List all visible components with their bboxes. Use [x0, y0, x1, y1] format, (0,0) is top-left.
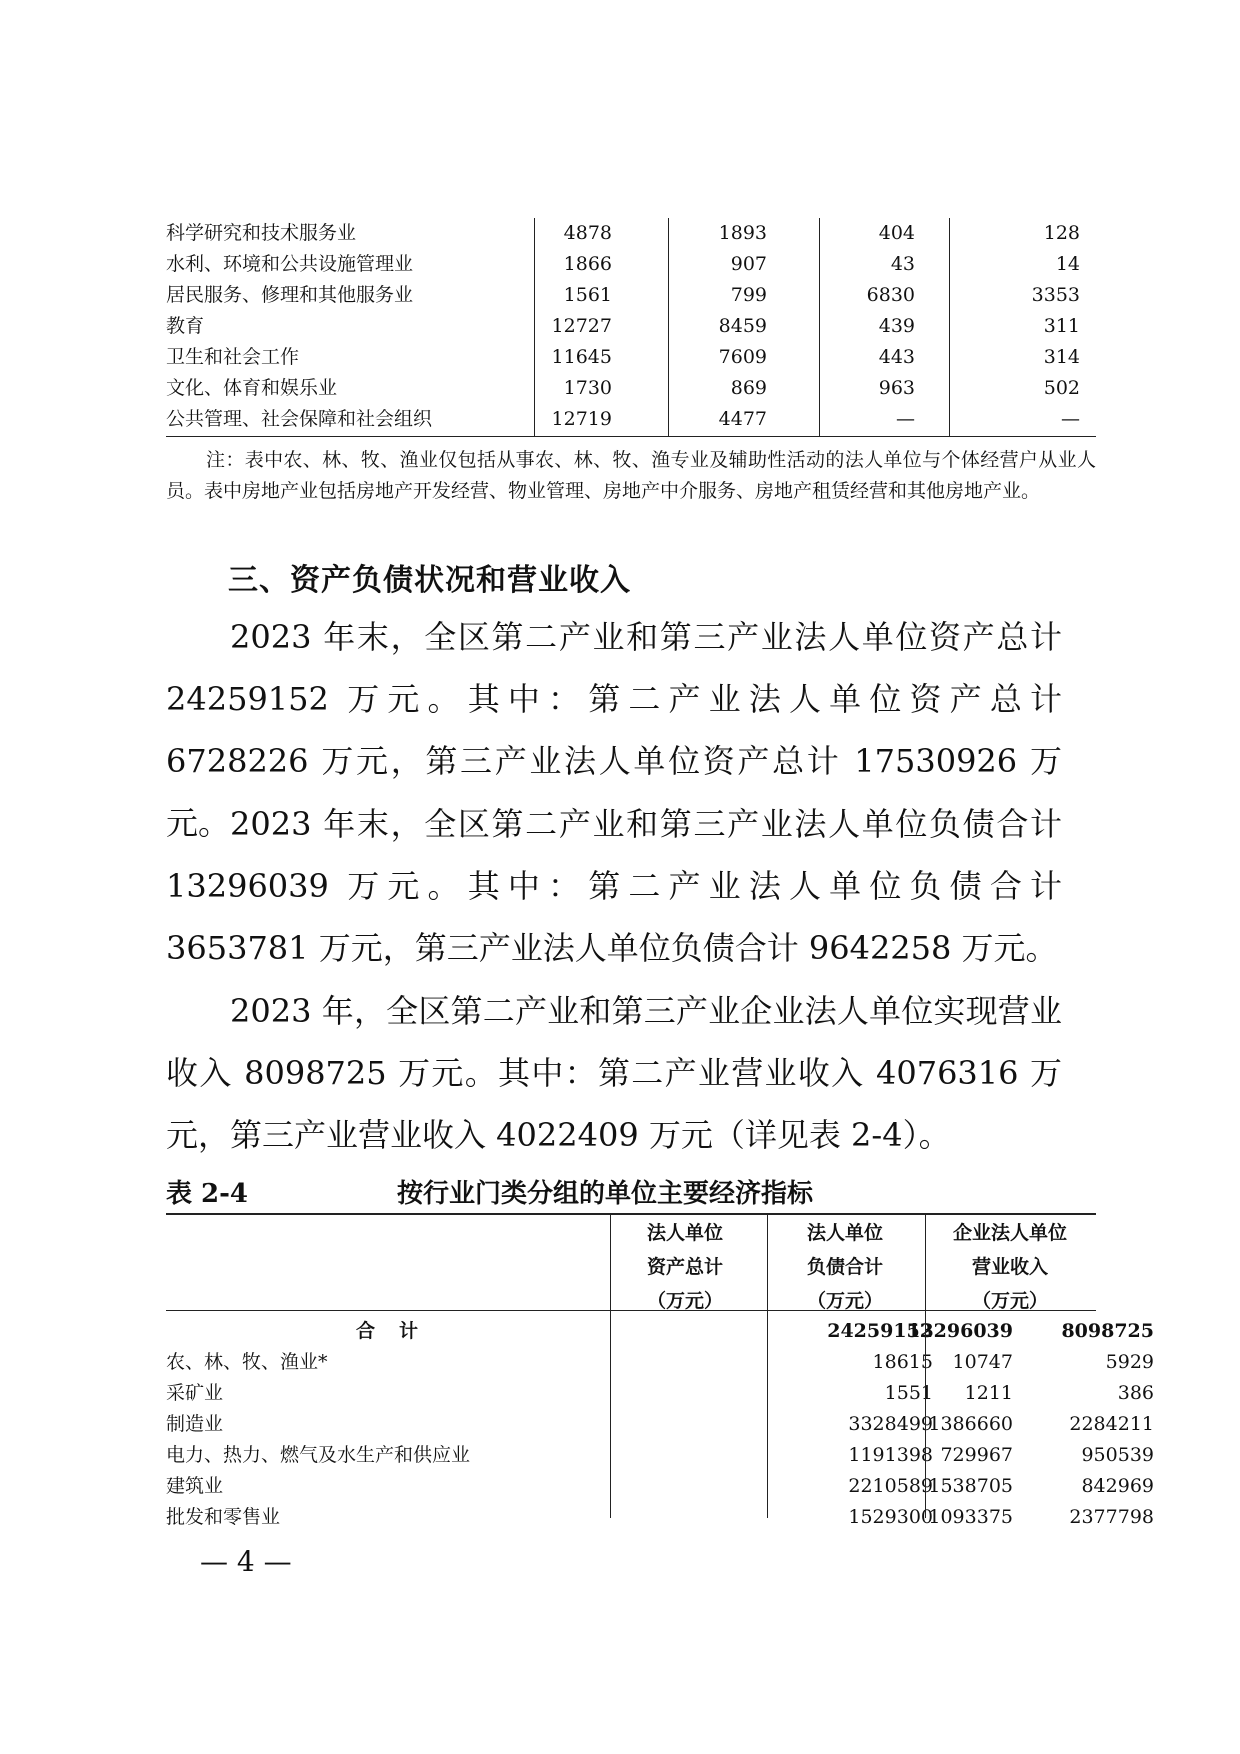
table-row: 卫生和社会工作 11645 7609 443 314 [166, 346, 1080, 368]
page-number: — 4 — [200, 1545, 292, 1578]
paragraph-revenue: 2023 年，全区第二产业和第三产业企业法人单位实现营业收入 8098725 万元。其中：第二产业营业收入 4076316 万元，第三产业营业收入 4022409 万元（详见表 2-4）。 [166, 992, 1062, 1154]
table-row: 公共管理、社会保障和社会组织 12719 4477 — — [166, 408, 1080, 430]
paragraph-assets: 2023 年末，全区第二产业和第三产业法人单位资产总计 24259152 万元。其中：第二产业法人单位资产总计 6728226 万元，第三产业法人单位资产总计 17530926 万元。 [166, 618, 1062, 842]
table-column-rule [767, 1214, 768, 1518]
column-header-revenue: 企业法人单位 营业收入 （万元） [952, 1222, 1067, 1312]
table-column-rule [819, 218, 820, 436]
table-row: 批发和零售业 1529300 1093375 2377798 [166, 1506, 1154, 1528]
table-note: 注：表中农、林、牧、渔业仅包括从事农、林、牧、渔专业及辅助性活动的法人单位与个体经营户从业人员。表中房地产业包括房地产开发经营、物业管理、房地产中介服务、房地产租赁经营和其他房地产业。 [166, 449, 1096, 502]
table-bottom-rule [166, 436, 1096, 437]
table-header-rule [166, 1310, 1096, 1311]
table-row: 采矿业 1551 1211 386 [166, 1382, 1154, 1404]
table-column-rule [668, 218, 669, 436]
column-header-liabilities: 法人单位 负债合计 （万元） [806, 1222, 883, 1312]
table-row: 电力、热力、燃气及水生产和供应业 1191398 729967 950539 [166, 1444, 1154, 1466]
table-row: 教育 12727 8459 439 311 [166, 315, 1080, 337]
table-title: 按行业门类分组的单位主要经济指标 [397, 1179, 814, 1209]
employment-table-continued [166, 218, 1096, 435]
table-top-rule [166, 1213, 1096, 1215]
table-row: 制造业 3328499 1386660 2284211 [166, 1413, 1154, 1435]
table-row: 文化、体育和娱乐业 1730 869 963 502 [166, 377, 1080, 399]
section-heading: 三、资产负债状况和营业收入 [228, 563, 631, 598]
column-header-assets: 法人单位 资产总计 （万元） [646, 1222, 723, 1312]
table-body [166, 1316, 1154, 1533]
table-total-row: 合计 24259152 13296039 8098725 [356, 1320, 1154, 1342]
table-column-rule [610, 1214, 611, 1518]
table-column-rule [534, 218, 535, 436]
table-row: 居民服务、修理和其他服务业 1561 799 6830 3353 [166, 284, 1080, 306]
table-row: 科学研究和技术服务业 4878 1893 404 128 [166, 222, 1080, 244]
table-number: 表 2-4 [166, 1179, 249, 1209]
table-column-rule [925, 1214, 926, 1518]
table-column-rule [949, 218, 950, 436]
paragraph-liabilities: 2023 年末，全区第二产业和第三产业法人单位负债合计 13296039 万元。其中：第二产业法人单位负债合计 3653781 万元，第三产业法人单位负债合计 9642258 万元。 [166, 805, 1062, 967]
table-row: 水利、环境和公共设施管理业 1866 907 43 14 [166, 253, 1080, 275]
table-row: 建筑业 2210589 1538705 842969 [166, 1475, 1154, 1497]
table-row: 农、林、牧、渔业* 18615 10747 5929 [166, 1351, 1154, 1373]
